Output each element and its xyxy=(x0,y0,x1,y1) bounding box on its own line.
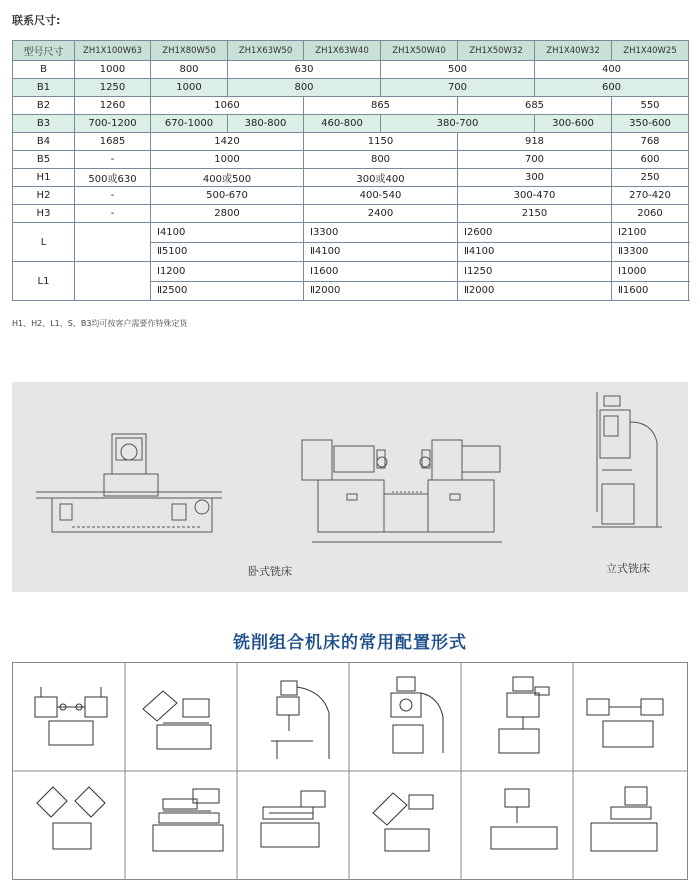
table-cell: Ⅰ3300 xyxy=(304,223,458,243)
table-cell: 630 xyxy=(228,61,381,79)
table-cell: 500-670 xyxy=(151,187,304,205)
table-cell: 700 xyxy=(458,151,612,169)
header-cell: ZH1X40W25 xyxy=(612,41,689,61)
config-4-drawing xyxy=(391,677,443,753)
table-cell: 2060 xyxy=(612,205,689,223)
table-cell: Ⅰ1250 xyxy=(458,262,612,282)
config-3-drawing xyxy=(271,681,329,759)
table-cell: 500 xyxy=(381,61,535,79)
table-cell: 1250 xyxy=(75,79,151,97)
table-cell: 685 xyxy=(458,97,612,115)
horizontal-mill-left-drawing xyxy=(36,434,222,532)
table-header-row xyxy=(13,41,689,61)
table-cell: 300 xyxy=(458,169,612,187)
table-cell: Ⅰ1000 xyxy=(612,262,689,282)
table-row xyxy=(13,79,689,97)
table-cell: Ⅱ2000 xyxy=(304,281,458,301)
row-label: B3 xyxy=(13,115,75,133)
header-cell: ZH1X63W50 xyxy=(228,41,304,61)
row-label: L1 xyxy=(13,262,75,301)
table-cell: 670-1000 xyxy=(151,115,228,133)
config-12-drawing xyxy=(591,787,657,851)
spec-table xyxy=(12,40,689,301)
header-cell: ZH1X80W50 xyxy=(151,41,228,61)
table-cell: 380-700 xyxy=(381,115,535,133)
table-cell xyxy=(75,223,151,262)
table-cell: 1150 xyxy=(304,133,458,151)
config-1-drawing xyxy=(35,687,107,745)
table-cell: Ⅱ4100 xyxy=(304,242,458,262)
table-row xyxy=(13,169,689,187)
table-row xyxy=(13,97,689,115)
table-cell: 800 xyxy=(151,61,228,79)
table-cell: 1420 xyxy=(151,133,304,151)
table-cell: 2150 xyxy=(458,205,612,223)
header-cell: ZH1X100W63 xyxy=(75,41,151,61)
table-cell: Ⅰ1200 xyxy=(151,262,304,282)
table-cell: Ⅱ3300 xyxy=(612,242,689,262)
table-cell: 865 xyxy=(304,97,458,115)
table-cell: 1260 xyxy=(75,97,151,115)
duplex-horizontal-mill-drawing xyxy=(302,440,502,542)
header-cell: ZH1X63W40 xyxy=(304,41,381,61)
configuration-grid xyxy=(12,662,688,880)
row-label: H3 xyxy=(13,205,75,223)
table-cell: - xyxy=(75,151,151,169)
table-cell: Ⅰ2100 xyxy=(612,223,689,243)
table-cell: 300-470 xyxy=(458,187,612,205)
header-cell: ZH1X50W40 xyxy=(381,41,458,61)
table-cell: 400-540 xyxy=(304,187,458,205)
table-row xyxy=(13,223,689,243)
table-row xyxy=(13,133,689,151)
table-cell: Ⅰ1600 xyxy=(304,262,458,282)
table-cell: Ⅱ2500 xyxy=(151,281,304,301)
row-label: B4 xyxy=(13,133,75,151)
machine-drawings-panel xyxy=(12,382,688,592)
table-cell: 2800 xyxy=(151,205,304,223)
row-label: H1 xyxy=(13,169,75,187)
table-cell: - xyxy=(75,187,151,205)
config-10-drawing xyxy=(373,793,433,851)
table-cell xyxy=(75,262,151,301)
table-cell: - xyxy=(75,205,151,223)
table-cell: 800 xyxy=(304,151,458,169)
table-cell: Ⅱ2000 xyxy=(458,281,612,301)
table-cell: 300-600 xyxy=(535,115,612,133)
table-cell: 250 xyxy=(612,169,689,187)
table-cell: 1000 xyxy=(75,61,151,79)
table-row xyxy=(13,205,689,223)
table-cell: 700-1200 xyxy=(75,115,151,133)
table-cell: 460-800 xyxy=(304,115,381,133)
table-cell: 1000 xyxy=(151,79,228,97)
table-cell: Ⅱ5100 xyxy=(151,242,304,262)
table-cell: 380-800 xyxy=(228,115,304,133)
config-6-drawing xyxy=(587,699,663,747)
config-9-drawing xyxy=(261,791,325,847)
row-label: L xyxy=(13,223,75,262)
table-cell: 550 xyxy=(612,97,689,115)
config-section-title: 铣削组合机床的常用配置形式 xyxy=(233,633,467,653)
row-label: B5 xyxy=(13,151,75,169)
horizontal-mill-caption: 卧式铣床 xyxy=(248,565,292,578)
footnote: H1、H2、L1、S、B3均可按客户需要作特殊定货 xyxy=(12,319,188,328)
table-row xyxy=(13,187,689,205)
table-cell: 800 xyxy=(228,79,381,97)
table-cell: 1000 xyxy=(151,151,304,169)
table-cell: 400或500 xyxy=(151,169,304,187)
table-cell: 400 xyxy=(535,61,689,79)
config-5-drawing xyxy=(499,677,549,753)
machine-drawings xyxy=(12,382,688,592)
config-11-drawing xyxy=(491,789,557,849)
table-cell: 918 xyxy=(458,133,612,151)
table-cell: Ⅱ1600 xyxy=(612,281,689,301)
configuration-drawings xyxy=(13,663,687,879)
table-cell: Ⅰ4100 xyxy=(151,223,304,243)
table-cell: 300或400 xyxy=(304,169,458,187)
table-row xyxy=(13,61,689,79)
row-label: H2 xyxy=(13,187,75,205)
config-8-drawing xyxy=(153,789,223,851)
table-cell: 600 xyxy=(612,151,689,169)
table-cell: 2400 xyxy=(304,205,458,223)
table-cell: 500或630 xyxy=(75,169,151,187)
vertical-mill-caption: 立式铣床 xyxy=(606,562,650,575)
table-row xyxy=(13,151,689,169)
table-cell: 350-600 xyxy=(612,115,689,133)
section-label: 联系尺寸: xyxy=(12,14,61,27)
table-cell: Ⅱ4100 xyxy=(458,242,612,262)
table-cell: 270-420 xyxy=(612,187,689,205)
table-row xyxy=(13,262,689,282)
table-cell: 1060 xyxy=(151,97,304,115)
table-cell: 700 xyxy=(381,79,535,97)
header-cell: ZH1X50W32 xyxy=(458,41,535,61)
row-label: B1 xyxy=(13,79,75,97)
table-cell: 1685 xyxy=(75,133,151,151)
header-cell: ZH1X40W32 xyxy=(535,41,612,61)
row-label: B xyxy=(13,61,75,79)
table-cell: Ⅰ2600 xyxy=(458,223,612,243)
table-row xyxy=(13,115,689,133)
table-cell: 768 xyxy=(612,133,689,151)
config-7-drawing xyxy=(37,787,105,849)
config-2-drawing xyxy=(143,691,211,749)
row-label: B2 xyxy=(13,97,75,115)
table-cell: 600 xyxy=(535,79,689,97)
header-cell: 型号尺寸 xyxy=(13,41,75,61)
vertical-mill-drawing xyxy=(592,392,662,527)
